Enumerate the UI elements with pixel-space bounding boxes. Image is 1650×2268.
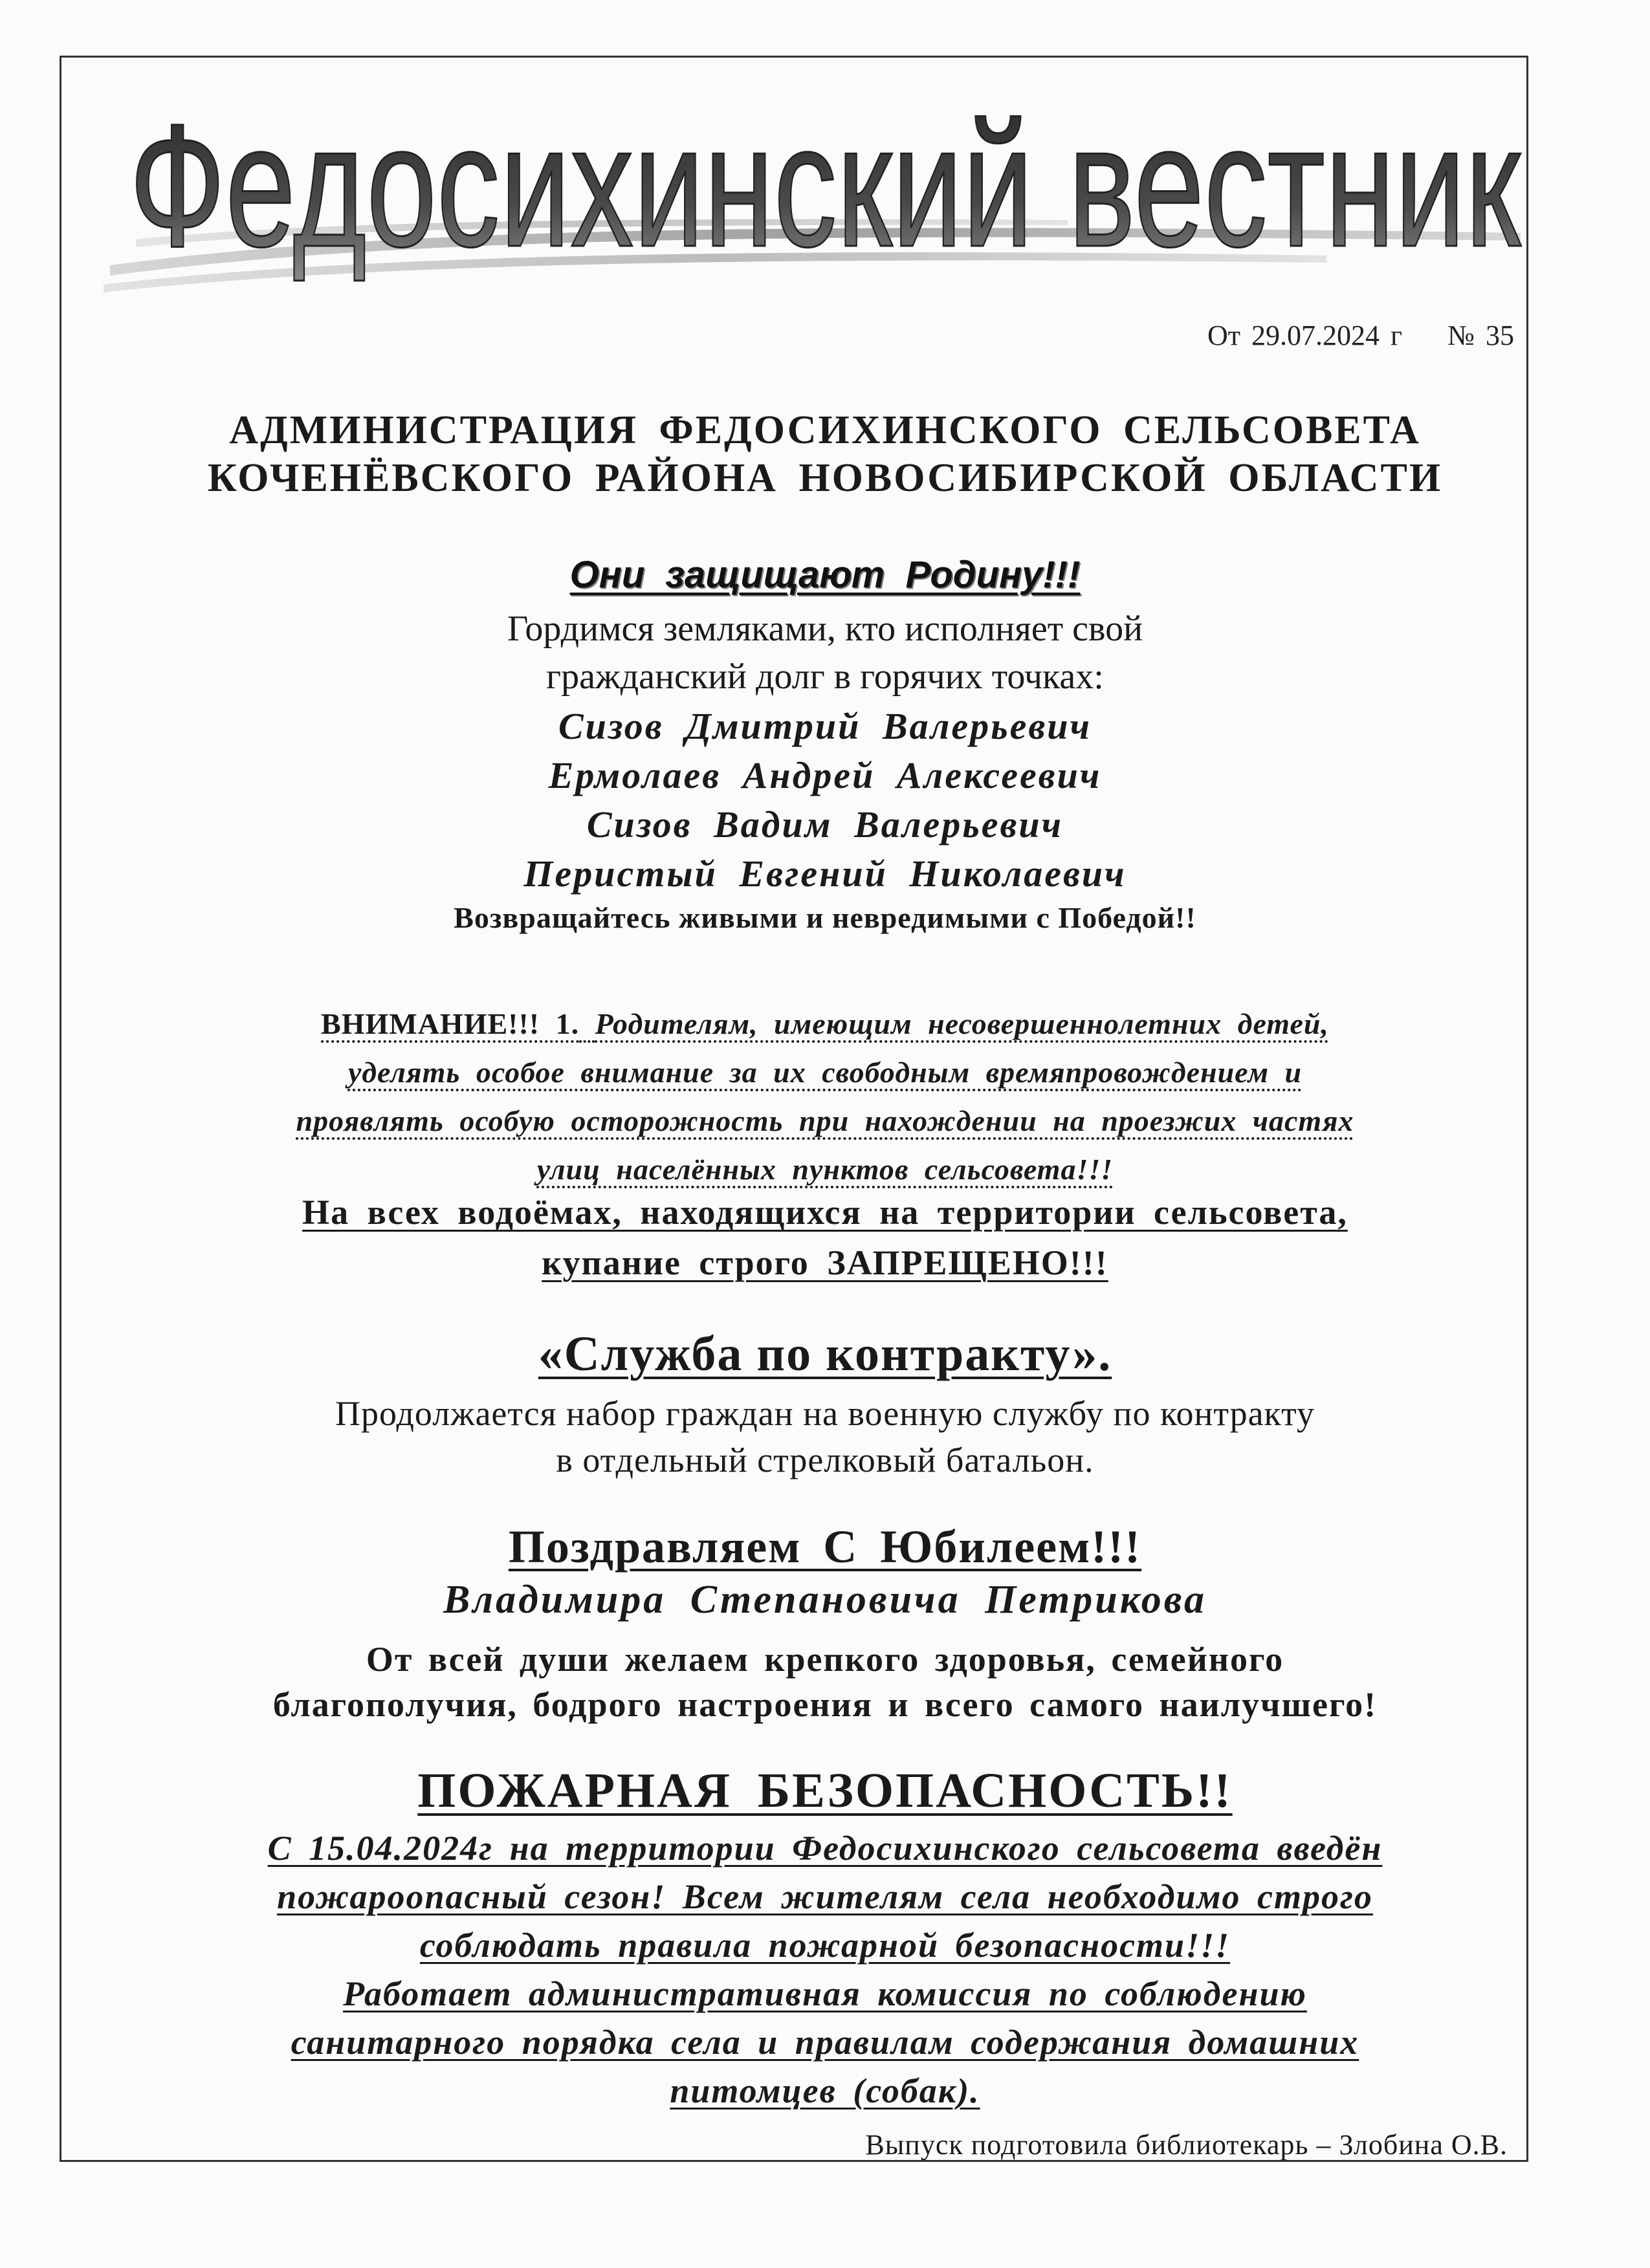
hero-name: Ермолаев Андрей Алексеевич — [548, 754, 1102, 796]
heroes-list — [97, 702, 1553, 899]
administration-line: КОЧЕНЁВСКОГО РАЙОНА НОВОСИБИРСКОЙ ОБЛАСТИ — [207, 456, 1443, 501]
attention-label: ВНИМАНИЕ!!! 1. — [321, 1007, 580, 1040]
issue-number: № 35 — [1447, 320, 1514, 351]
fire-safety-title: ПОЖАРНАЯ БЕЗОПАСНОСТЬ!! — [417, 1763, 1233, 1818]
swimming-ban-line: На всех водоёмах, находящихся на территории сельсовета, — [302, 1193, 1348, 1232]
heroes-intro-line: гражданский долг в горячих точках: — [546, 657, 1104, 697]
fire-line: Работает административная комиссия по соблюдению — [343, 1974, 1307, 2013]
attention-text: Родителям, имеющим несовершеннолетних детей, — [595, 1007, 1329, 1040]
contract-line: Продолжается набор граждан на военную службу по контракту — [335, 1394, 1315, 1433]
contract-line: в отдельный стрелковый батальон. — [556, 1440, 1094, 1479]
administration-header — [97, 406, 1553, 503]
fire-safety-text — [97, 1824, 1553, 2115]
fire-line: санитарного порядка села и правилам содержания домашних — [291, 2023, 1359, 2062]
jubilee-line: благополучия, бодрого настроения и всего самого наилучшего! — [272, 1685, 1378, 1725]
attention-line-1 — [97, 999, 1553, 1048]
masthead — [97, 71, 1553, 311]
heroes-title: Они защищают Родину!!! — [569, 554, 1081, 596]
hero-name: Сизов Вадим Валерьевич — [586, 803, 1064, 845]
contract-title: «Служба по контракту». — [538, 1327, 1112, 1381]
administration-line: АДМИНИСТРАЦИЯ ФЕДОСИХИНСКОГО СЕЛЬСОВЕТА — [229, 408, 1421, 452]
issue-date: От 29.07.2024 г — [1207, 320, 1403, 351]
hero-name: Перистый Евгений Николаевич — [523, 853, 1127, 895]
hero-name: Сизов Дмитрий Валерьевич — [558, 705, 1092, 747]
swimming-ban-line: купание строго ЗАПРЕЩЕНО!!! — [542, 1243, 1108, 1282]
fire-line: пожароопасный сезон! Всем жителям села необходимо строго — [277, 1877, 1373, 1916]
footer-credit: Выпуск подготовила библиотекарь – Злобина О.В. — [865, 2129, 1508, 2161]
issue-line — [1207, 319, 1514, 352]
masthead-title: Федосихинский вестник — [129, 89, 1523, 283]
fire-line: питомцев (собак). — [670, 2071, 980, 2110]
heroes-wish: Возвращайтесь живыми и невредимыми с Победой!! — [454, 901, 1196, 934]
contract-text — [97, 1391, 1553, 1484]
attention-line-4: улиц населённых пунктов сельсовета!!! — [536, 1153, 1114, 1186]
masthead-logo — [97, 71, 1553, 311]
fire-line: С 15.04.2024г на территории Федосихинского сельсовета введён — [267, 1829, 1383, 1868]
attention-notice — [97, 999, 1553, 1194]
heroes-intro — [97, 605, 1553, 701]
jubilee-title: Поздравляем С Юбилеем!!! — [508, 1521, 1142, 1573]
jubilee-name: Владимира Степановича Петрикова — [443, 1578, 1207, 1622]
attention-line-2: уделять особое внимание за их свободным времяпровождением и — [347, 1056, 1303, 1089]
fire-line: соблюдать правила пожарной безопасности!!! — [419, 1926, 1231, 1965]
swimming-ban — [97, 1187, 1553, 1288]
jubilee-line: От всей души желаем крепкого здоровья, семейного — [366, 1640, 1284, 1679]
jubilee-text — [97, 1637, 1553, 1727]
heroes-intro-line: Гордимся земляками, кто исполняет свой — [507, 609, 1143, 649]
attention-line-3: проявлять особую осторожность при нахождении на проезжих частях — [296, 1104, 1354, 1137]
